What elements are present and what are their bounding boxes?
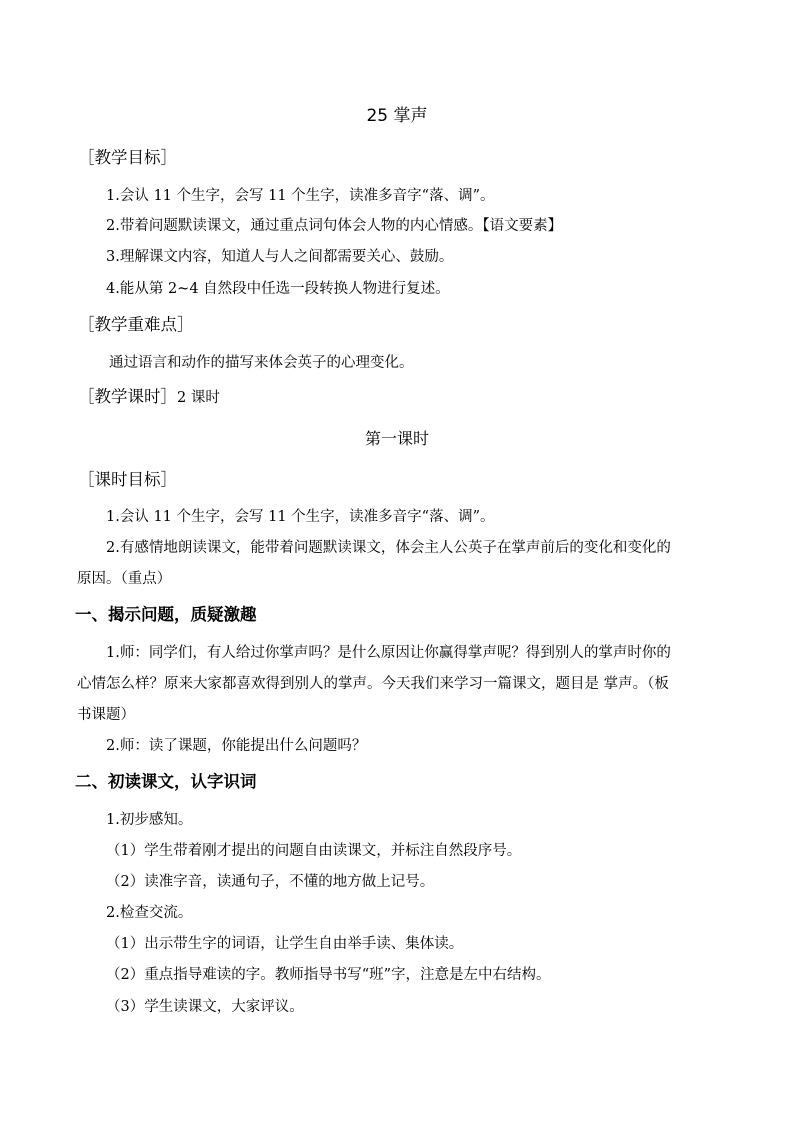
document-title: 25 掌声 <box>366 106 428 126</box>
part1-line-4: 2.师：读了课题，你能提出什么问题吗？ <box>106 738 367 754</box>
lesson1-goal-2-cont: 原因。（重点） <box>77 571 172 587</box>
part1-line-2: 心情怎么样？原来大家都喜欢得到别人的掌声。今天我们来学习一篇课文，题目是 掌声。（板 <box>77 676 669 692</box>
part1-heading: 一、揭示问题，质疑激趣 <box>75 605 257 624</box>
lesson1-goal-1: 1.会认 11 个生字，会写 11 个生字，读准多音字“落、调”。 <box>106 509 495 525</box>
lesson1-title: 第一课时 <box>364 429 429 448</box>
key-points-text: 通过语言和动作的描写来体会英子的心理变化。 <box>109 355 414 371</box>
part1-line-1: 1.师：同学们，有人给过你掌声吗？是什么原因让你赢得掌声呢？得到别人的掌声时你的 <box>106 645 671 661</box>
part1-line-3: 书课题） <box>77 707 135 723</box>
goal-item-1: 1.会认 11 个生字，会写 11 个生字，读准多音字“落、调”。 <box>106 188 495 204</box>
section-heading-key-points: ［教学重难点］ <box>78 315 194 334</box>
lesson1-goal-2: 2.有感情地朗读课文，能带着问题默读课文，体会主人公英子在掌声前后的变化和变化的 <box>106 540 671 556</box>
section-heading-goals: ［教学目标］ <box>78 148 177 167</box>
part2-line-4: 2.检查交流。 <box>106 905 193 921</box>
goal-item-3: 3.理解课文内容，知道人与人之间都需要关心、鼓励。 <box>106 249 454 265</box>
part2-line-3: （2）读准字音，读通句子，不懂的地方做上记号。 <box>106 874 435 890</box>
part2-line-2: （1）学生带着刚才提出的问题自由读课文，并标注自然段序号。 <box>106 843 522 859</box>
goal-item-4: 4.能从第 2~4 自然段中任选一段转换人物进行复述。 <box>106 281 450 297</box>
hours-heading: ［教学课时］ <box>78 387 177 406</box>
hours-value: 2 课时 <box>177 390 220 406</box>
part2-line-7: （3）学生读课文，大家评议。 <box>106 999 304 1015</box>
lesson1-goals-heading: ［课时目标］ <box>78 470 177 489</box>
section-heading-hours <box>78 387 794 408</box>
part2-line-6: （2）重点指导难读的字。教师指导书写“班”字，注意是左中右结构。 <box>106 967 551 983</box>
part2-line-5: （1）出示带生字的词语，让学生自由举手读、集体读。 <box>106 936 464 952</box>
goal-item-2: 2.带着问题默读课文，通过重点词句体会人物的内心情感。【语文要素】 <box>106 218 563 234</box>
part2-line-1: 1.初步感知。 <box>106 812 193 828</box>
part2-heading: 二、初读课文，认字识词 <box>75 772 257 791</box>
